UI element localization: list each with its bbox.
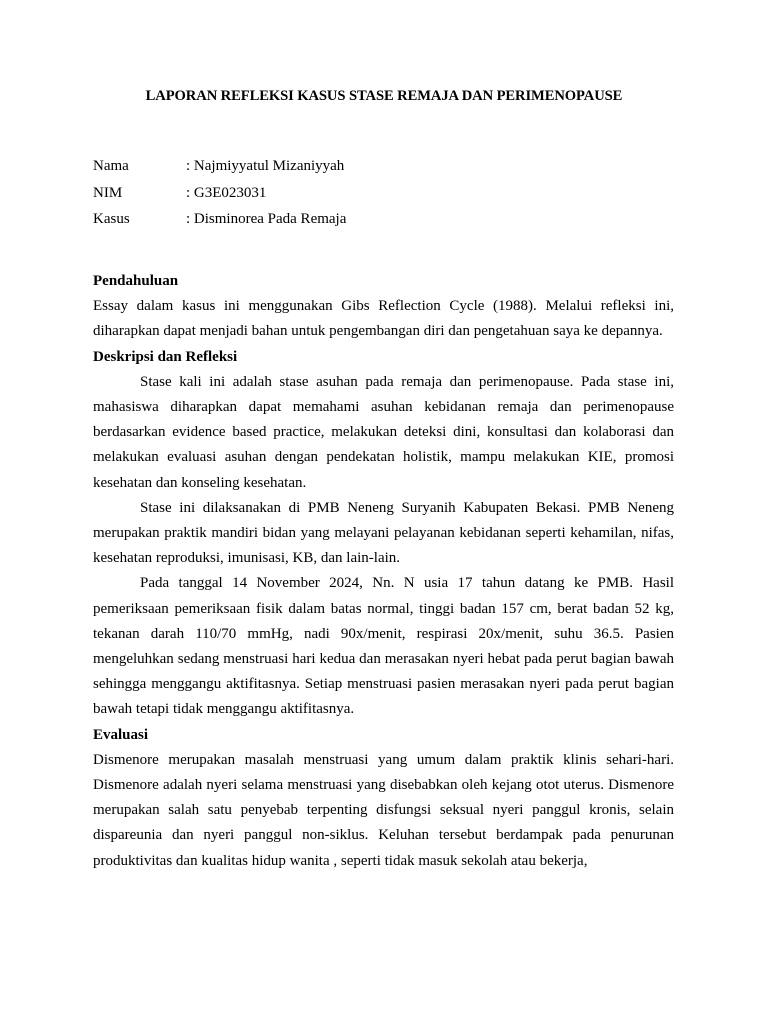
document-body	[93, 269, 674, 874]
paragraph: Pada tanggal 14 November 2024, Nn. N usia 17 tahun datang ke PMB. Hasil pemeriksaan pemeriksaan fisik dalam batas normal, tinggi badan 157 cm, berat badan 52 kg, tekanan darah 110/70 mmHg, nadi 90x/menit, respirasi 20x/menit, suhu 36.5. Pasien mengeluhkan sedang menstruasi hari kedua dan merasakan nyeri hebat pada perut bagian bawah sehingga menggangu aktifitasnya. Setiap menstruasi pasien merasakan nyeri pada perut bagian bawah tetapi tidak menggangu aktifitasnya.	[93, 575, 674, 718]
meta-row-nama	[93, 156, 346, 183]
meta-label: Kasus	[93, 211, 130, 227]
paragraph: Stase kali ini adalah stase asuhan pada remaja dan perimenopause. Pada stase ini, mahasiswa diharapkan dapat memahami asuhan kebidanan remaja dan perimenopause berdasarkan evidence based practice, melakukan deteksi dini, konsultasi dan kolaborasi dan melakukan evaluasi asuhan dengan pendekatan holistik, mampu melakukan KIE, promosi kesehatan dan konseling kesehatan.	[93, 373, 674, 491]
section-heading-pendahuluan: Pendahuluan	[93, 273, 179, 289]
paragraph: Essay dalam kasus ini menggunakan Gibs Reflection Cycle (1988). Melalui refleksi ini, diharapkan dapat menjadi bahan untuk pengembangan diri dan pengetahuan saya ke depannya.	[93, 298, 674, 340]
paragraph: Stase ini dilaksanakan di PMB Neneng Suryanih Kabupaten Bekasi. PMB Neneng merupakan praktik mandiri bidan yang melayani pelayanan kebidanan seperti kehamilan, nifas, kesehatan reproduksi, imunisasi, KB, dan lain-lain.	[93, 499, 674, 567]
meta-value: : Disminorea Pada Remaja	[186, 211, 347, 227]
meta-value: : Najmiyyatul Mizaniyyah	[186, 158, 345, 174]
document-title: LAPORAN REFLEKSI KASUS STASE REMAJA DAN PERIMENOPAUSE	[145, 88, 623, 104]
meta-value: : G3E023031	[186, 184, 267, 201]
meta-label: NIM	[93, 184, 123, 201]
paragraph: Dismenore merupakan masalah menstruasi yang umum dalam praktik klinis sehari-hari. Dismenore adalah nyeri selama menstruasi yang disebabkan oleh kejang otot uterus. Dismenore merupakan salah satu penyebab terpenting disfungsi seksual nyeri panggul kronis, selain dispareunia dan nyeri panggul non-siklus. Keluhan tersebut berdampak pada penurunan produktivitas dan kualitas hidup wanita , seperti tidak masuk sekolah atau bekerja,	[93, 751, 674, 869]
meta-label: Nama	[93, 158, 129, 174]
section-heading-evaluasi: Evaluasi	[93, 726, 149, 743]
section-heading-deskripsi: Deskripsi dan Refleksi	[93, 348, 238, 365]
meta-row-kasus	[93, 209, 346, 236]
meta-row-nim	[93, 183, 346, 210]
identity-block	[93, 156, 346, 236]
